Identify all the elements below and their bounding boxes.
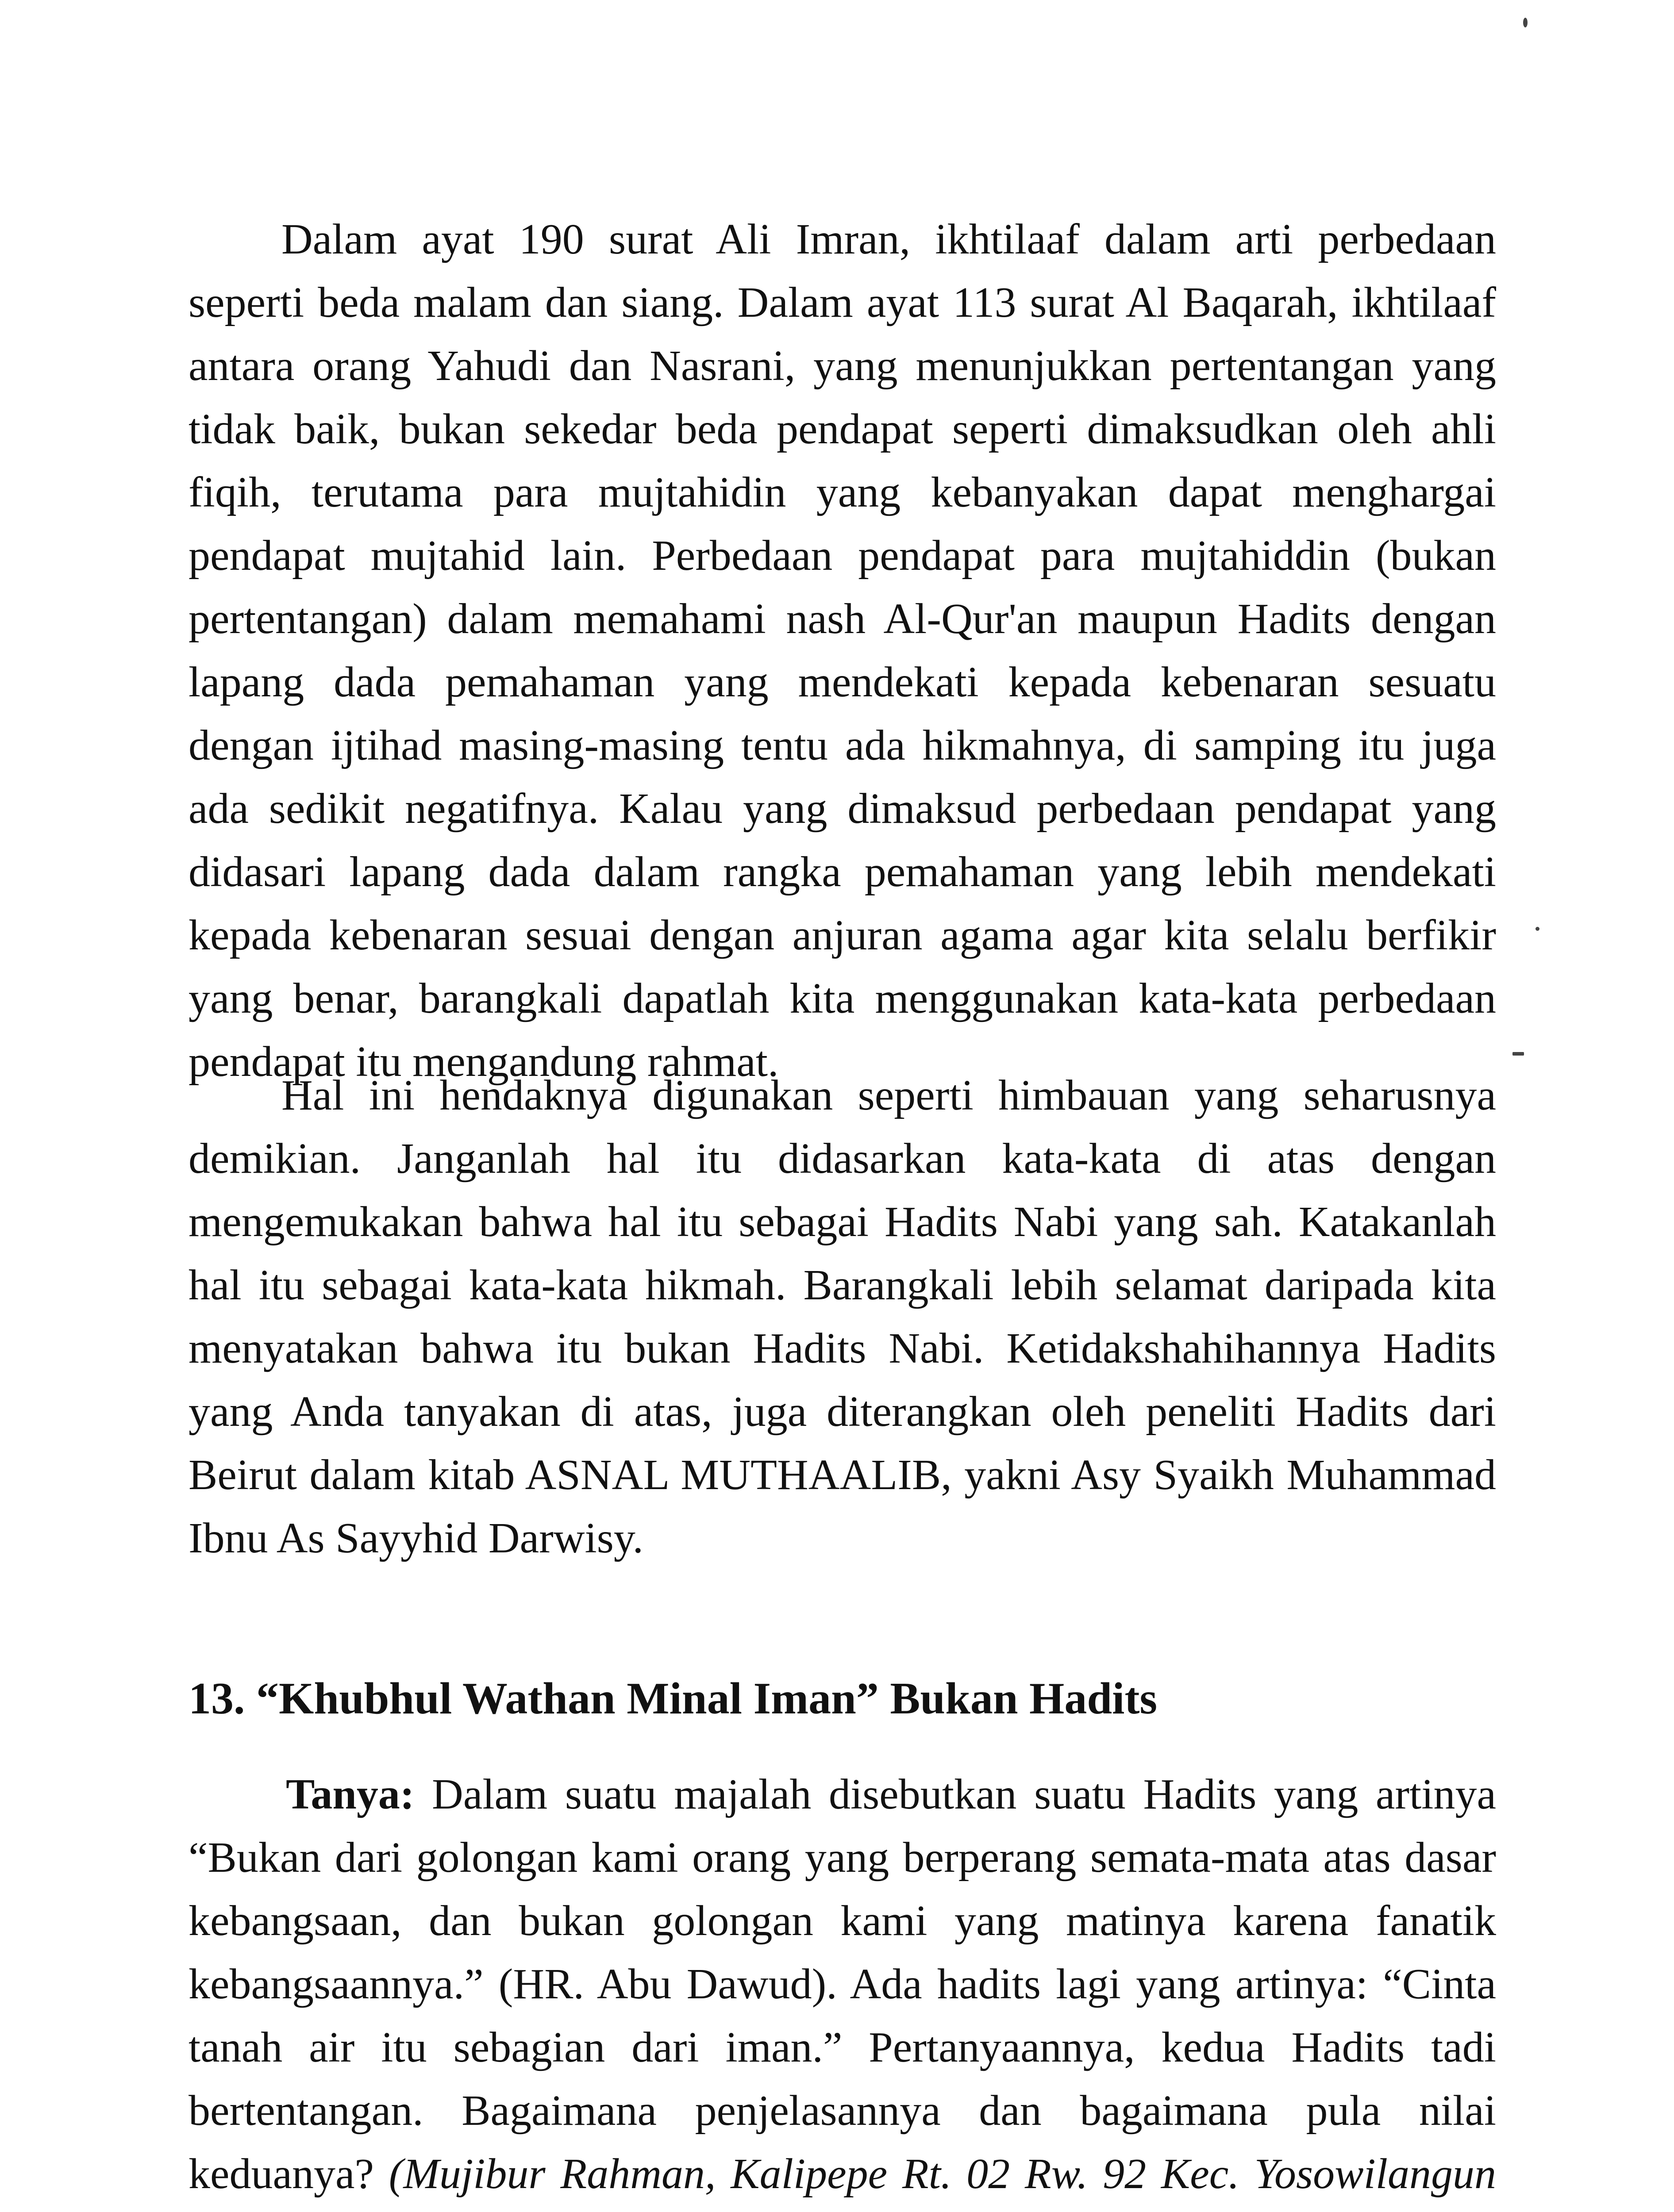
scan-speck [1523, 18, 1528, 27]
question-signature: (Mujibur Rahman, Kalipepe Rt. 02 Rw. 92 Kec. Yosowilangun [389, 2150, 1496, 2198]
body-paragraph-1: Dalam ayat 190 surat Ali Imran, ikhtilaaf dalam arti perbedaan seperti beda malam dan siang. Dalam ayat 113 surat Al Baqarah, ikhtilaaf antara orang Yahudi dan Nasrani, yang menunjukkan pertentangan yang tidak baik, bukan sekedar beda pendapat seperti dimaksudkan oleh ahli fiqih, terutama para mujtahidin yang kebanyakan dapat menghargai pendapat mujtahid lain. Perbedaan pendapat para mujtahiddin (bukan pertentangan) dalam memahami nash Al-Qur'an maupun Hadits dengan lapang dada pemahaman yang mendekati kepada kebenaran sesuatu dengan ijtihad masing-masing tentu ada hikmahnya, di samping itu juga ada sedikit negatifnya. Kalau yang dimaksud perbedaan pendapat yang didasari lapang dada dalam rangka pemahaman yang lebih mendekati kepada kebenaran sesuai dengan anjuran agama agar kita selalu berfikir yang benar, barangkali dapatlah kita menggunakan kata-kata perbedaan pendapat itu mengandung rahmat. [189, 215, 1496, 1086]
question-label: Tanya: [286, 1770, 415, 1818]
question-paragraph [189, 1763, 1496, 2212]
question-body: Dalam suatu majalah disebutkan suatu Hadits yang artinya “Bukan dari golongan kami orang yang berperang semata-mata atas dasar kebangsaan, dan bukan golongan kami yang matinya karena fanatik kebangsaannya.” (HR. Abu Dawud). Ada hadits lagi yang artinya: “Cinta tanah air itu sebagian dari iman.” Pertanyaannya, kedua Hadits tadi bertentangan. Bagaimana penjelasannya dan bagaimana pula nilai keduanya? [189, 1770, 1496, 2198]
body-paragraph-2: Hal ini hendaknya digunakan seperti himbauan yang seharusnya demikian. Janganlah hal itu didasarkan kata-kata di atas dengan mengemukakan bahwa hal itu sebagai Hadits Nabi yang sah. Katakanlah hal itu sebagai kata-kata hikmah. Barangkali lebih selamat daripada kita menyatakan bahwa itu bukan Hadits Nabi. Ketidakshahihannya Hadits yang Anda tanyakan di atas, juga diterangkan oleh peneliti Hadits dari Beirut dalam kitab ASNAL MUTHAALIB, yakni Asy Syaikh Muhammad Ibnu As Sayyhid Darwisy. [189, 1071, 1496, 1562]
scan-speck [1535, 927, 1539, 931]
section-heading: 13. “Khubhul Wathan Minal Iman” Bukan Hadits [189, 1674, 1158, 1724]
scan-speck [1512, 1052, 1524, 1056]
